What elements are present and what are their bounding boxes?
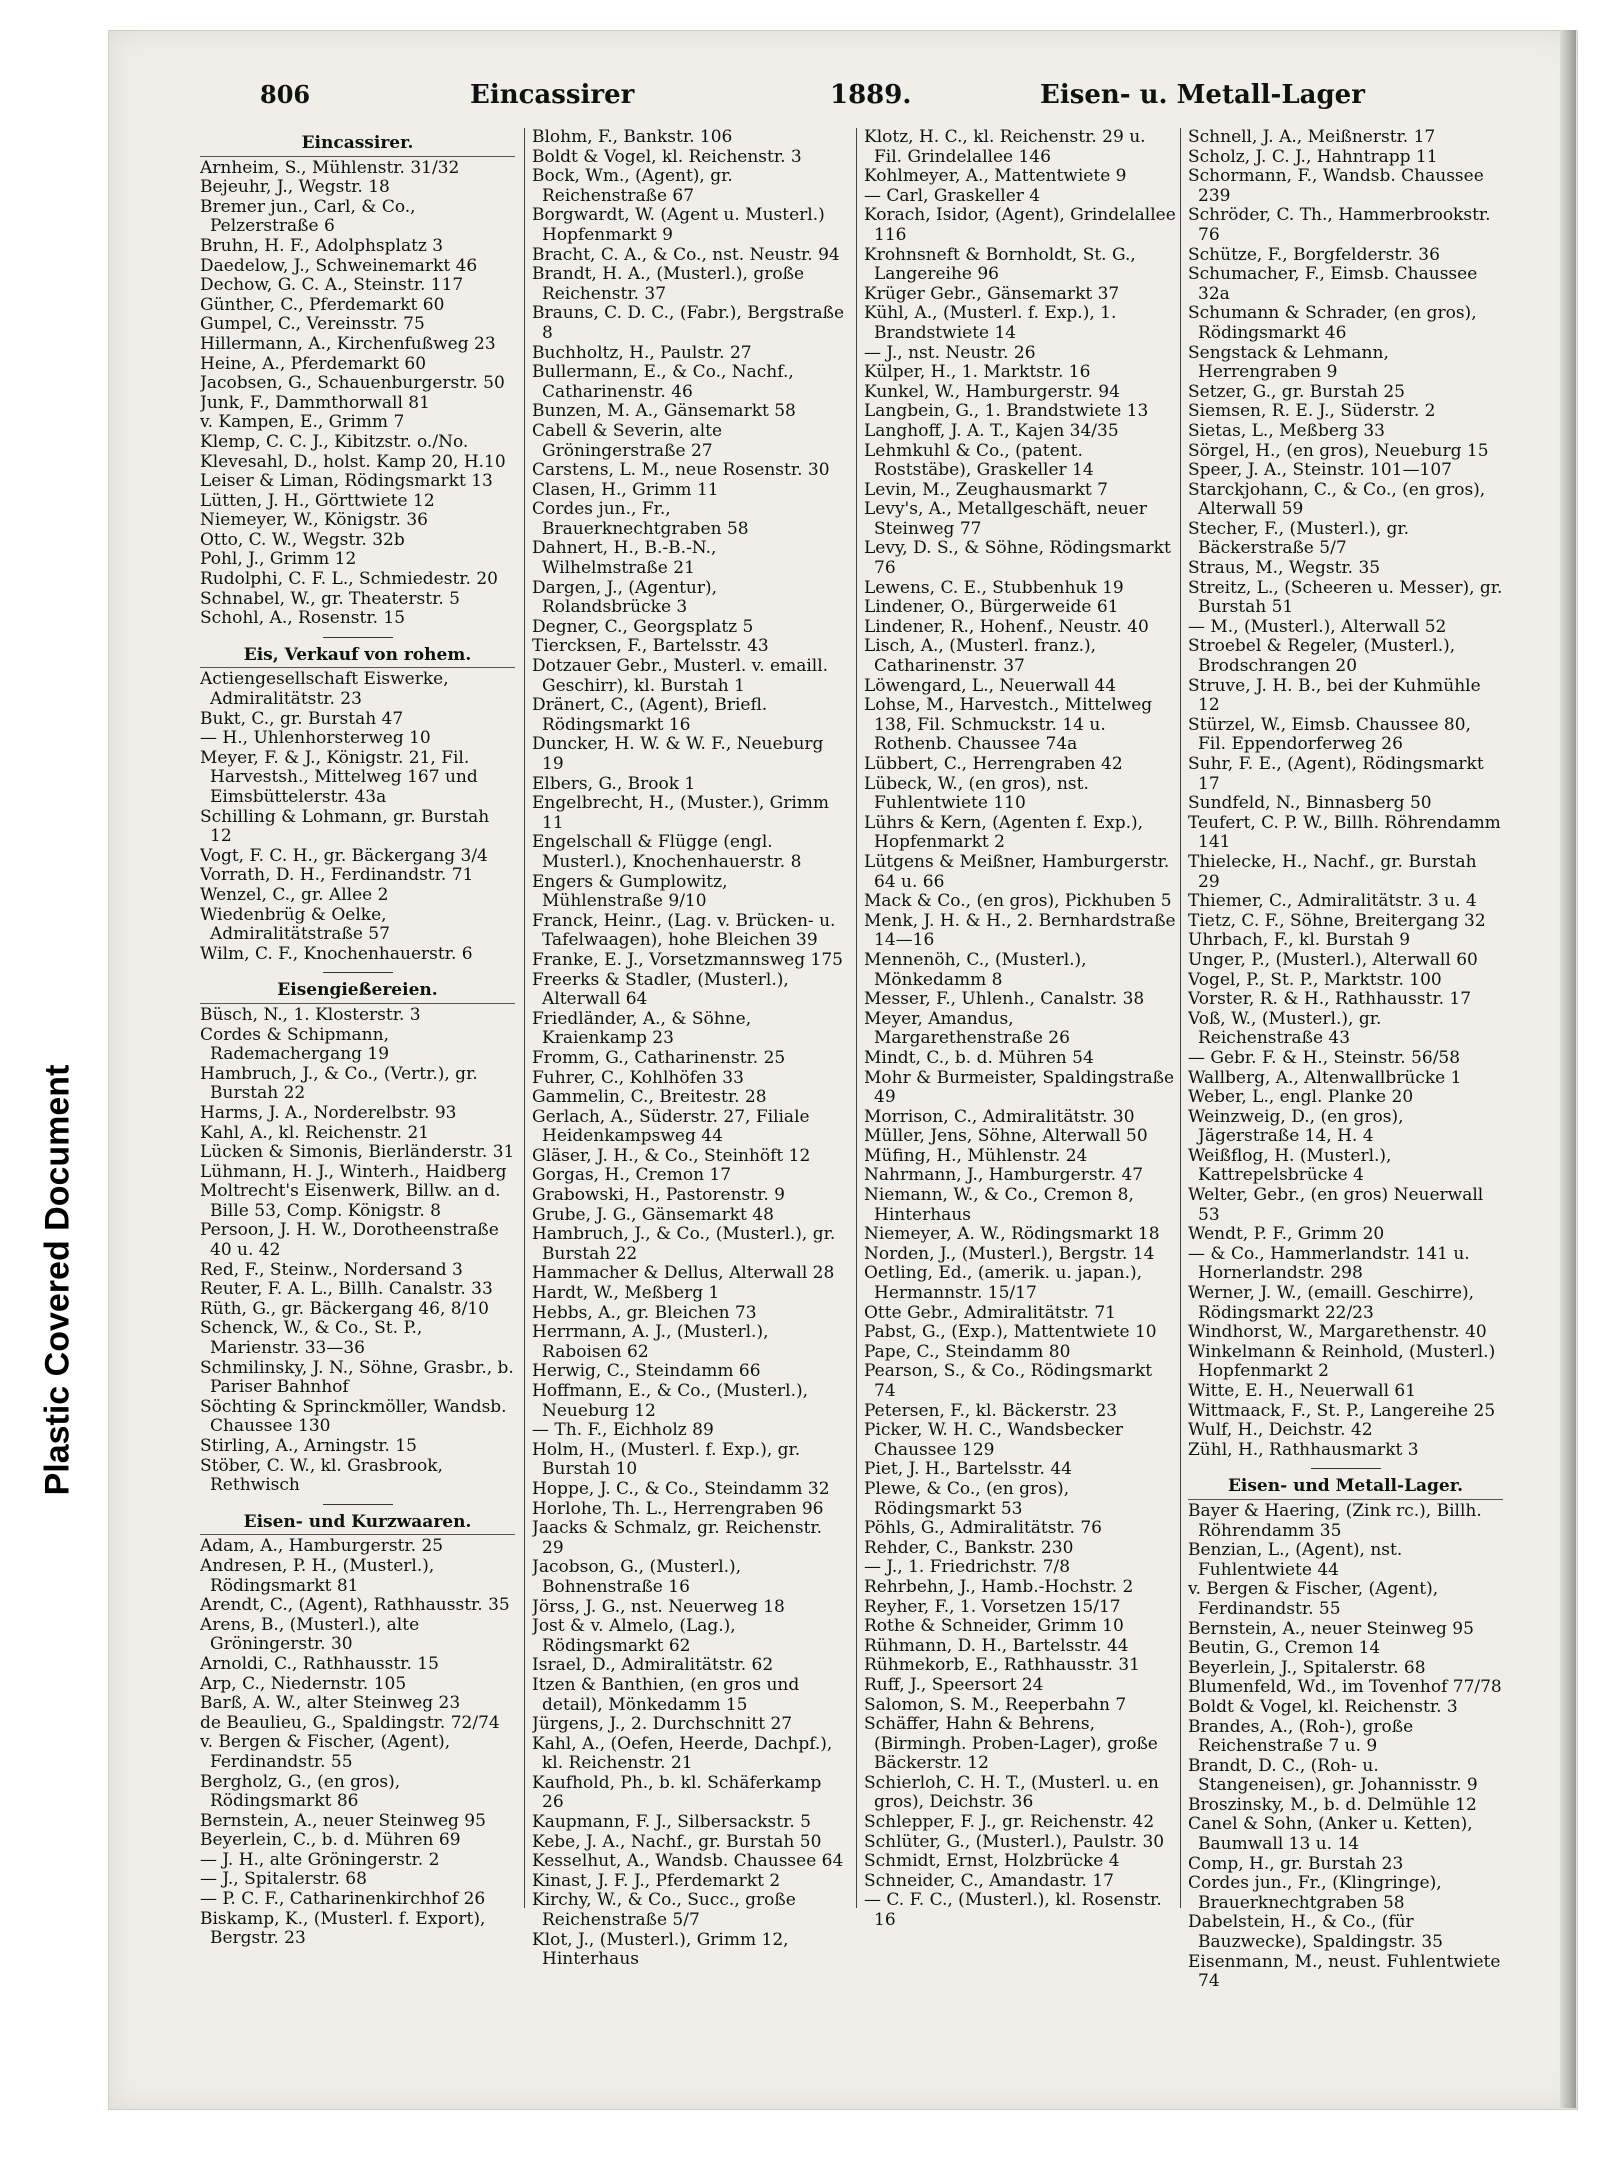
directory-entry: Bullermann, E., & Co., Nachf., Catharinenstr. 46 bbox=[532, 362, 794, 402]
directory-entry: Sietas, L., Meßberg 33 bbox=[1188, 420, 1385, 441]
directory-entry: Streitz, L., (Scheeren u. Messer), gr. Burstah 51 bbox=[1188, 577, 1503, 618]
directory-entry: Arp, C., Niedernstr. 105 bbox=[200, 1673, 407, 1694]
directory-entry: Wittmaack, F., St. P., Langereihe 25 bbox=[1188, 1400, 1496, 1421]
directory-entry: Söchting & Sprinckmöller, Wandsb. Chaussee 130 bbox=[200, 1396, 507, 1437]
directory-entry: Menk, J. H. & H., 2. Bernhardstraße 14—16 bbox=[864, 910, 1176, 951]
directory-column-3 bbox=[864, 128, 1179, 2028]
section-heading: Eisen- und Metall-Lager. bbox=[1188, 1477, 1503, 1500]
directory-entry: Sörgel, H., (en gros), Neueburg 15 bbox=[1188, 440, 1489, 461]
directory-entry: Hardt, W., Meßberg 1 bbox=[532, 1283, 720, 1304]
directory-entry: Welter, Gebr., (en gros) Neuerwall 53 bbox=[1188, 1185, 1484, 1225]
directory-entry: Mohr & Burmeister, Spaldingstraße 49 bbox=[864, 1067, 1175, 1108]
directory-entry: Leiser & Liman, Rödingsmarkt 13 bbox=[200, 471, 493, 492]
directory-entry: — H., Uhlenhorsterweg 10 bbox=[200, 728, 431, 749]
directory-entry: Windhorst, W., Margarethenstr. 40 bbox=[1188, 1322, 1487, 1343]
directory-entry: Piet, J. H., Bartelsstr. 44 bbox=[864, 1459, 1072, 1480]
directory-entry: Thielecke, H., Nachf., gr. Burstah 29 bbox=[1188, 851, 1477, 892]
directory-entry: Pabst, G., (Exp.), Mattentwiete 10 bbox=[864, 1322, 1157, 1343]
directory-entry: Buchholtz, H., Paulstr. 27 bbox=[532, 342, 752, 363]
directory-entry: Wenzel, C., gr. Allee 2 bbox=[200, 884, 389, 905]
directory-entry: Bernstein, A., neuer Steinweg 95 bbox=[200, 1810, 486, 1831]
directory-entry: Schütze, F., Borgfelderstr. 36 bbox=[1188, 244, 1440, 265]
directory-entry: Schumann & Schrader, (en gros), Rödingsmarkt 46 bbox=[1188, 303, 1477, 343]
directory-entry: Lindener, R., Hohenf., Neustr. 40 bbox=[864, 616, 1149, 637]
directory-entry: Canel & Sohn, (Anker u. Ketten), Baumwall 13 u. 14 bbox=[1188, 1814, 1473, 1855]
directory-entry: Lücken & Simonis, Bierländerstr. 31 bbox=[200, 1142, 515, 1163]
directory-entry: Elbers, G., Brook 1 bbox=[532, 773, 696, 794]
directory-entry: Pöhls, G., Admiralitätstr. 76 bbox=[864, 1518, 1102, 1539]
directory-entry: Weißflog, H. (Musterl.), Kattrepelsbrücke 4 bbox=[1188, 1145, 1392, 1186]
directory-entry: Norden, J., (Musterl.), Bergstr. 14 bbox=[864, 1243, 1155, 1264]
directory-entry: Schmidt, Ernst, Holzbrücke 4 bbox=[864, 1851, 1120, 1872]
directory-entry: Thiemer, C., Admiralitätstr. 3 u. 4 bbox=[1188, 891, 1477, 912]
directory-entry: Witte, E. H., Neuerwall 61 bbox=[1188, 1381, 1417, 1401]
directory-entry: Gumpel, C., Vereinsstr. 75 bbox=[200, 314, 425, 335]
directory-entry: Bayer & Haering, (Zink rc.), Billh. Röhrendamm 35 bbox=[1188, 1500, 1482, 1541]
directory-entry: Bracht, C. A., & Co., nst. Neustr. 94 bbox=[532, 244, 840, 265]
directory-entry: Otte Gebr., Admiralitätstr. 71 bbox=[864, 1302, 1116, 1323]
directory-entry: Bernstein, A., neuer Steinweg 95 bbox=[1188, 1618, 1474, 1639]
directory-entry: Pearson, S., & Co., Rödingsmarkt 74 bbox=[864, 1361, 1153, 1401]
directory-entry: Kaupmann, F. J., Silbersackstr. 5 bbox=[532, 1812, 811, 1833]
directory-entry: Mennenöh, C., (Musterl.), Mönkedamm 8 bbox=[864, 949, 1087, 990]
directory-entry: — J., Spitalerstr. 68 bbox=[200, 1869, 367, 1890]
directory-entry: Holm, H., (Musterl. f. Exp.), gr. Burstah 10 bbox=[532, 1439, 801, 1480]
directory-entry: Duncker, H. W. & W. F., Neueburg 19 bbox=[532, 734, 824, 774]
directory-entry: Krüger Gebr., Gänsemarkt 37 bbox=[864, 283, 1120, 304]
directory-entry: Mack & Co., (en gros), Pickhuben 5 bbox=[864, 891, 1172, 912]
page-header bbox=[150, 80, 1530, 124]
directory-entry: Korach, Isidor, (Agent), Grindelallee 116 bbox=[864, 205, 1176, 245]
directory-entry: Schlepper, F. J., gr. Reichenstr. 42 bbox=[864, 1812, 1155, 1833]
directory-entry: Stroebel & Regeler, (Musterl.), Brodschrangen 20 bbox=[1188, 636, 1456, 677]
directory-entry: Lewens, C. E., Stubbenhuk 19 bbox=[864, 577, 1124, 598]
header-left-title: Eincassirer bbox=[470, 80, 635, 110]
directory-entry: Speer, J. A., Steinstr. 101—107 bbox=[1188, 460, 1452, 481]
directory-entry: Junk, F., Dammthorwall 81 bbox=[200, 392, 430, 413]
directory-entry: Vorrath, D. H., Ferdinandstr. 71 bbox=[200, 865, 474, 886]
directory-entry: Adam, A., Hamburgerstr. 25 bbox=[200, 1536, 444, 1557]
directory-entry: Lübeck, W., (en gros), nst. Fuhlentwiete 110 bbox=[864, 773, 1089, 814]
directory-entry: Hambruch, J., & Co., (Vertr.), gr. Burstah 22 bbox=[200, 1063, 478, 1104]
directory-entry: Lohse, M., Harvestch., Mittelweg 138, Fil. Schmuckstr. 14 u. Rothenb. Chaussee 74a bbox=[864, 695, 1153, 755]
directory-entry: Klot, J., (Musterl.), Grimm 12, Hinterhaus bbox=[532, 1929, 789, 1970]
directory-entry: Günther, C., Pferdemarkt 60 bbox=[200, 294, 445, 315]
section-separator bbox=[1311, 1468, 1381, 1469]
directory-entry: Arens, B., (Musterl.), alte Gröningerstr. 30 bbox=[200, 1614, 420, 1655]
directory-entry: Picker, W. H. C., Wandsbecker Chaussee 129 bbox=[864, 1420, 1124, 1460]
section-heading: Eisengießereien. bbox=[200, 981, 515, 1004]
directory-entry: Persoon, J. H. W., Dorotheenstraße 40 u. 42 bbox=[200, 1220, 499, 1261]
directory-entry: Zühl, H., Rathhausmarkt 3 bbox=[1188, 1439, 1419, 1460]
directory-entry: Bock, Wm., (Agent), gr. Reichenstraße 67 bbox=[532, 166, 733, 206]
directory-entry: Bruhn, H. F., Adolphsplatz 3 bbox=[200, 235, 444, 256]
directory-entry: Brauns, C. D. C., (Fabr.), Bergstraße 8 bbox=[532, 303, 845, 343]
directory-entry: v. Bergen & Fischer, (Agent), Ferdinandstr. 55 bbox=[1188, 1579, 1439, 1619]
directory-entry: Vogel, P., St. P., Marktstr. 100 bbox=[1188, 969, 1442, 990]
side-label-text: Plastic Covered Document bbox=[38, 1064, 77, 1496]
header-year: 1889. bbox=[830, 80, 912, 110]
directory-entry: Gläser, J. H., & Co., Steinhöft 12 bbox=[532, 1145, 811, 1166]
directory-entry: Hoffmann, E., & Co., (Musterl.), Neueburg 12 bbox=[532, 1381, 809, 1421]
directory-entry: Grabowski, H., Pastorenstr. 9 bbox=[532, 1185, 785, 1206]
directory-entry: Comp, H., gr. Burstah 23 bbox=[1188, 1853, 1404, 1874]
directory-entry: Löwengard, L., Neuerwall 44 bbox=[864, 675, 1117, 696]
directory-entry: Schneider, C., Amandastr. 17 bbox=[864, 1870, 1114, 1891]
directory-entry: — C. F. C., (Musterl.), kl. Rosenstr. 16 bbox=[864, 1890, 1162, 1931]
directory-entry: — J., nst. Neustr. 26 bbox=[864, 342, 1036, 363]
directory-entry: Stürzel, W., Eimsb. Chaussee 80, Fil. Eppendorferweg 26 bbox=[1188, 714, 1471, 755]
directory-entry: Suhr, F. E., (Agent), Rödingsmarkt 17 bbox=[1188, 754, 1484, 794]
directory-entry: Ruff, J., Speersort 24 bbox=[864, 1674, 1044, 1695]
directory-entry: Bergholz, G., (en gros), Rödingsmarkt 86 bbox=[200, 1771, 401, 1812]
directory-entry: Lührs & Kern, (Agenten f. Exp.), Hopfenmarkt 2 bbox=[864, 812, 1144, 853]
directory-entry: Lütgens & Meißner, Hamburgerstr. 64 u. 66 bbox=[864, 851, 1170, 892]
directory-entry: Hambruch, J., & Co., (Musterl.), gr. Burstah 22 bbox=[532, 1224, 836, 1264]
directory-entry: Arendt, C., (Agent), Rathhausstr. 35 bbox=[200, 1595, 510, 1616]
directory-entry: Beutin, G., Cremon 14 bbox=[1188, 1638, 1381, 1659]
directory-entry: Arnoldi, C., Rathhausstr. 15 bbox=[200, 1653, 439, 1674]
directory-entry: Herwig, C., Steindamm 66 bbox=[532, 1361, 761, 1382]
directory-entry: Unger, P., (Musterl.), Alterwall 60 bbox=[1188, 949, 1478, 970]
directory-entry: Fuhrer, C., Kohlhöfen 33 bbox=[532, 1067, 744, 1088]
directory-entry: Kirchy, W., & Co., Succ., große Reichenstraße 5/7 bbox=[532, 1890, 796, 1931]
directory-entry: Freerks & Stadler, (Musterl.), Alterwall 64 bbox=[532, 969, 789, 1010]
directory-entry: Franck, Heinr., (Lag. v. Brücken- u. Tafelwaagen), hohe Bleichen 39 bbox=[532, 910, 836, 951]
directory-entry: Arnheim, S., Mühlenstr. 31/32 bbox=[200, 157, 460, 178]
directory-entry: Stirling, A., Arningstr. 15 bbox=[200, 1436, 417, 1456]
directory-entry: Schröder, C. Th., Hammerbrookstr. 76 bbox=[1188, 205, 1491, 245]
directory-entry: Schlüter, G., (Musterl.), Paulstr. 30 bbox=[864, 1831, 1165, 1852]
directory-entry: Bejeuhr, J., Wegstr. 18 bbox=[200, 177, 390, 198]
directory-entry: Hillermann, A., Kirchenfußweg 23 bbox=[200, 333, 496, 354]
directory-entry: Mindt, C., b. d. Mühren 54 bbox=[864, 1047, 1094, 1068]
directory-entry: Gammelin, C., Breitestr. 28 bbox=[532, 1087, 767, 1108]
directory-entry: Vogt, F. C. H., gr. Bäckergang 3/4 bbox=[200, 845, 488, 866]
directory-entry: Rudolphi, C. F. L., Schmiedestr. 20 bbox=[200, 569, 498, 590]
page-edge-shadow bbox=[1560, 30, 1576, 2108]
directory-entry: Niemann, W., & Co., Cremon 8, Hinterhaus bbox=[864, 1185, 1134, 1225]
directory-entry: Gorgas, H., Cremon 17 bbox=[532, 1165, 732, 1186]
directory-entry: Schäffer, Hahn & Behrens, (Birmingh. Proben-Lager), große Bäckerstr. 12 bbox=[864, 1714, 1158, 1774]
directory-entry: Weinzweig, D., (en gros), Jägerstraße 14, H. 4 bbox=[1188, 1106, 1404, 1147]
directory-entry: — P. C. F., Catharinenkirchhof 26 bbox=[200, 1889, 486, 1910]
directory-entry: Teufert, C. P. W., Billh. Röhrendamm 141 bbox=[1188, 812, 1501, 853]
directory-entry: Herrmann, A. J., (Musterl.), Raboisen 62 bbox=[532, 1322, 769, 1362]
directory-entry: Clasen, H., Grimm 11 bbox=[532, 479, 719, 500]
directory-entry: Horlohe, Th. L., Herrengraben 96 bbox=[532, 1498, 824, 1519]
directory-entry: Krohnsneft & Bornholdt, St. G., Langereihe 96 bbox=[864, 244, 1136, 285]
directory-entry: Tietz, C. F., Söhne, Breitergang 32 bbox=[1188, 910, 1486, 931]
directory-entry: Lindener, O., Bürgerweide 61 bbox=[864, 597, 1119, 618]
directory-entry: Gerlach, A., Süderstr. 27, Filiale Heidenkampsweg 44 bbox=[532, 1106, 810, 1147]
directory-entry: Langbein, G., 1. Brandstwiete 13 bbox=[864, 401, 1149, 422]
directory-entry: Biskamp, K., (Musterl. f. Export), Bergstr. 23 bbox=[200, 1908, 486, 1949]
directory-entry: Barß, A. W., alter Steinweg 23 bbox=[200, 1693, 461, 1714]
directory-entry: Weber, L., engl. Planke 20 bbox=[1188, 1087, 1414, 1108]
directory-entry: Jörss, J. G., nst. Neuerweg 18 bbox=[532, 1596, 785, 1617]
directory-entry: Bukt, C., gr. Burstah 47 bbox=[200, 708, 404, 729]
directory-entry: Lütten, J. H., Görttwiete 12 bbox=[200, 490, 435, 511]
directory-entry: Starckjohann, C., & Co., (en gros), Alterwall 59 bbox=[1188, 479, 1486, 520]
directory-entry: Scholz, J. C. J., Hahntrapp 11 bbox=[1188, 146, 1438, 167]
directory-entry: Benzian, L., (Agent), nst. Fuhlentwiete 44 bbox=[1188, 1540, 1403, 1580]
directory-entry: Blohm, F., Bankstr. 106 bbox=[532, 128, 733, 147]
directory-entry: Sundfeld, N., Binnasberg 50 bbox=[1188, 793, 1432, 814]
directory-entry: Schierloh, C. H. T., (Musterl. u. en gros), Deichstr. 36 bbox=[864, 1772, 1159, 1813]
directory-entry: Külper, H., 1. Marktstr. 16 bbox=[864, 362, 1091, 383]
directory-entry: Hammacher & Dellus, Alterwall 28 bbox=[532, 1263, 835, 1284]
directory-entry: Struve, J. H. B., bei der Kuhmühle 12 bbox=[1188, 675, 1481, 716]
directory-entry: — J. H., alte Gröningerstr. 2 bbox=[200, 1849, 440, 1870]
directory-entry: — Gebr. F. & H., Steinstr. 56/58 bbox=[1188, 1047, 1461, 1068]
directory-entry: Schumacher, F., Eimsb. Chaussee 32a bbox=[1188, 264, 1478, 304]
directory-entry: Dotzauer Gebr., Musterl. v. emaill. Geschirr), kl. Burstah 1 bbox=[532, 656, 829, 696]
directory-entry: Kahl, A., (Oefen, Heerde, Dachpf.), kl. Reichenstr. 21 bbox=[532, 1733, 833, 1774]
directory-entry: Otto, C. W., Wegstr. 32b bbox=[200, 529, 405, 550]
directory-entry: Dargen, J., (Agentur), Rolandsbrücke 3 bbox=[532, 577, 718, 618]
directory-entry: Bremer jun., Carl, & Co., Pelzerstraße 6 bbox=[200, 196, 416, 237]
section-heading: Eis, Verkauf von rohem. bbox=[200, 646, 515, 669]
directory-entry: Degner, C., Georgsplatz 5 bbox=[532, 616, 754, 637]
directory-entry: — Carl, Graskeller 4 bbox=[864, 185, 1041, 206]
directory-entry: Pohl, J., Grimm 12 bbox=[200, 549, 357, 570]
directory-entry: Rüth, G., gr. Bäckergang 46, 8/10 bbox=[200, 1298, 489, 1319]
directory-entry: Grube, J. G., Gänsemarkt 48 bbox=[532, 1204, 774, 1225]
directory-entry: Levy, D. S., & Söhne, Rödingsmarkt 76 bbox=[864, 538, 1171, 579]
directory-entry: Schilling & Lohmann, gr. Burstah 12 bbox=[200, 806, 490, 847]
directory-entry: — J., 1. Friedrichstr. 7/8 bbox=[864, 1557, 1071, 1578]
directory-column-1 bbox=[200, 128, 515, 2028]
directory-entry: Daedelow, J., Schweinemarkt 46 bbox=[200, 255, 478, 276]
directory-entry: Straus, M., Wegstr. 35 bbox=[1188, 558, 1381, 579]
directory-entry: v. Bergen & Fischer, (Agent), Ferdinandstr. 55 bbox=[200, 1732, 451, 1772]
section-separator bbox=[323, 972, 393, 973]
directory-entry: Niemeyer, A. W., Rödingsmarkt 18 bbox=[864, 1224, 1160, 1245]
directory-entry: Heine, A., Pferdemarkt 60 bbox=[200, 353, 427, 374]
directory-entry: Büsch, N., 1. Klosterstr. 3 bbox=[200, 1004, 421, 1025]
directory-entry: Wallberg, A., Altenwallbrücke 1 bbox=[1188, 1067, 1462, 1088]
directory-entry: Plewe, & Co., (en gros), Rödingsmarkt 53 bbox=[864, 1478, 1070, 1519]
directory-entry: Fromm, G., Catharinenstr. 25 bbox=[532, 1047, 786, 1068]
directory-entry: Schnabel, W., gr. Theaterstr. 5 bbox=[200, 588, 460, 609]
directory-entry: Engelschall & Flügge (engl. Musterl.), Knochenhauerstr. 8 bbox=[532, 832, 802, 872]
directory-entry: Levin, M., Zeughausmarkt 7 bbox=[864, 479, 1108, 500]
directory-entry: Salomon, S. M., Reeperbahn 7 bbox=[864, 1694, 1127, 1715]
directory-entry: Meyer, Amandus, Margarethenstraße 26 bbox=[864, 1008, 1070, 1049]
directory-entry: Boldt & Vogel, kl. Reichenstr. 3 bbox=[1188, 1696, 1458, 1717]
directory-entry: Reyher, F., 1. Vorsetzen 15/17 bbox=[864, 1596, 1121, 1617]
directory-entry: Oetling, Ed., (amerik. u. japan.), Hermannstr. 15/17 bbox=[864, 1263, 1143, 1304]
directory-entry: Hoppe, J. C., & Co., Steindamm 32 bbox=[532, 1478, 830, 1499]
directory-column-2 bbox=[532, 128, 847, 2028]
directory-entry: Tiercksen, F., Bartelsstr. 43 bbox=[532, 636, 769, 657]
directory-entry: Jacobsen, G., Schauenburgerstr. 50 bbox=[200, 373, 505, 394]
directory-entry: Andresen, P. H., (Musterl.), Rödingsmarkt 81 bbox=[200, 1555, 435, 1596]
section-separator bbox=[323, 1504, 393, 1505]
directory-entry: Klotz, H. C., kl. Reichenstr. 29 u. Fil. Grindelallee 146 bbox=[864, 128, 1146, 167]
directory-entry: Harms, J. A., Norderelbstr. 93 bbox=[200, 1102, 457, 1123]
directory-entry: Pape, C., Steindamm 80 bbox=[864, 1341, 1071, 1362]
page-number: 806 bbox=[260, 80, 311, 109]
side-label bbox=[28, 1020, 88, 1540]
header-right-title: Eisen- u. Metall-Lager bbox=[1040, 80, 1365, 110]
section-separator bbox=[323, 637, 393, 638]
directory-entry: v. Kampen, E., Grimm 7 bbox=[200, 412, 405, 433]
directory-entry: Wilm, C. F., Knochenhauerstr. 6 bbox=[200, 943, 473, 964]
directory-entry: Engers & Gumplowitz, Mühlenstraße 9/10 bbox=[532, 871, 728, 912]
directory-entry: Cordes jun., Fr., Brauerknechtgraben 58 bbox=[532, 499, 749, 539]
directory-entry: Lübbert, C., Herrengraben 42 bbox=[864, 754, 1123, 774]
directory-entry: Morrison, C., Admiralitätstr. 30 bbox=[864, 1106, 1135, 1127]
directory-entry: Itzen & Banthien, (en gros und detail), Mönkedamm 15 bbox=[532, 1674, 800, 1715]
directory-entry: Voß, W., (Musterl.), gr. Reichenstraße 43 bbox=[1188, 1008, 1382, 1049]
directory-entry: Schormann, F., Wandsb. Chaussee 239 bbox=[1188, 166, 1484, 206]
directory-entry: Jost & v. Almelo, (Lag.), Rödingsmarkt 62 bbox=[532, 1616, 736, 1656]
section-heading: Eincassirer. bbox=[200, 134, 515, 157]
directory-entry: Moltrecht's Eisenwerk, Billw. an d. Bille 53, Comp. Königstr. 8 bbox=[200, 1181, 501, 1221]
directory-entry: Kahl, A., kl. Reichenstr. 21 bbox=[200, 1122, 430, 1143]
directory-entry: Jacobson, G., (Musterl.), Bohnenstraße 16 bbox=[532, 1557, 742, 1597]
directory-entry: Jaacks & Schmalz, gr. Reichenstr. 29 bbox=[532, 1518, 823, 1558]
directory-entry: Stecher, F., (Musterl.), gr. Bäckerstraße 5/7 bbox=[1188, 518, 1410, 559]
directory-entry: Franke, E. J., Vorsetzmannsweg 175 bbox=[532, 949, 843, 970]
directory-entry: Klemp, C. C. J., Kibitzstr. o./No. bbox=[200, 431, 469, 452]
directory-entry: Rühmann, D. H., Bartelsstr. 44 bbox=[864, 1635, 1129, 1656]
directory-entry: Bunzen, M. A., Gänsemarkt 58 bbox=[532, 401, 796, 422]
directory-column-4 bbox=[1188, 128, 1503, 2028]
directory-entry: Jürgens, J., 2. Durchschnitt 27 bbox=[532, 1714, 793, 1735]
directory-entry: Dränert, C., (Agent), Briefl. Rödingsmarkt 16 bbox=[532, 695, 768, 735]
directory-entry: Brandt, H. A., (Musterl.), große Reichenstr. 37 bbox=[532, 264, 805, 304]
directory-entry: Rothe & Schneider, Grimm 10 bbox=[864, 1616, 1124, 1637]
directory-entry: Lehmkuhl & Co., (patent. Roststäbe), Graskeller 14 bbox=[864, 440, 1094, 481]
directory-entry: Nahrmann, J., Hamburgerstr. 47 bbox=[864, 1165, 1144, 1186]
directory-entry: Borgwardt, W. (Agent u. Musterl.) Hopfenmarkt 9 bbox=[532, 205, 825, 245]
directory-entry: Kinast, J. F. J., Pferdemarkt 2 bbox=[532, 1870, 781, 1891]
directory-entry: Lühmann, H. J., Winterh., Haidberg bbox=[200, 1161, 507, 1182]
directory-entry: Stöber, C. W., kl. Grasbrook, Rethwisch bbox=[200, 1455, 443, 1496]
directory-entry: Rehrbehn, J., Hamb.-Hochstr. 2 bbox=[864, 1576, 1134, 1597]
directory-entry: Winkelmann & Reinhold, (Musterl.) Hopfenmarkt 2 bbox=[1188, 1341, 1496, 1382]
directory-entry: Müller, Jens, Söhne, Alterwall 50 bbox=[864, 1126, 1148, 1147]
directory-entry: Broszinsky, M., b. d. Delmühle 12 bbox=[1188, 1794, 1477, 1815]
directory-entry: Wiedenbrüg & Oelke, Admiralitätstraße 57 bbox=[200, 904, 390, 945]
directory-entry: Siemsen, R. E. J., Süderstr. 2 bbox=[1188, 401, 1436, 422]
directory-entry: Schohl, A., Rosenstr. 15 bbox=[200, 608, 406, 629]
directory-entry: Red, F., Steinw., Nordersand 3 bbox=[200, 1259, 463, 1280]
directory-entry: Messer, F., Uhlenh., Canalstr. 38 bbox=[864, 989, 1145, 1010]
directory-entry: Beyerlein, C., b. d. Mühren 69 bbox=[200, 1830, 461, 1851]
directory-entry: de Beaulieu, G., Spaldingstr. 72/74 bbox=[200, 1712, 500, 1733]
directory-entry: Niemeyer, W., Königstr. 36 bbox=[200, 510, 428, 531]
directory-entry: Schmilinsky, J. N., Söhne, Grasbr., b. Pariser Bahnhof bbox=[200, 1357, 514, 1398]
directory-entry: Kaufhold, Ph., b. kl. Schäferkamp 26 bbox=[532, 1772, 822, 1813]
directory-entry: — Th. F., Eichholz 89 bbox=[532, 1420, 714, 1441]
directory-entry: Klevesahl, D., holst. Kamp 20, H.10 bbox=[200, 451, 506, 472]
directory-entry: Meyer, F. & J., Königstr. 21, Fil. Harvestsh., Mittelweg 167 und Eimsbüttelerstr. 43a bbox=[200, 747, 478, 807]
directory-entry: Wendt, P. F., Grimm 20 bbox=[1188, 1224, 1385, 1245]
directory-entry: Israel, D., Admiralitätstr. 62 bbox=[532, 1655, 774, 1676]
directory-entry: Dahnert, H., B.-B.-N., Wilhelmstraße 21 bbox=[532, 538, 717, 579]
directory-entry: Brandes, A., (Roh-), große Reichenstraße 7 u. 9 bbox=[1188, 1716, 1414, 1757]
directory-entry: Kühl, A., (Musterl. f. Exp.), 1. Brandstwiete 14 bbox=[864, 303, 1117, 343]
directory-entry: — M., (Musterl.), Alterwall 52 bbox=[1188, 616, 1447, 637]
directory-entry: Kesselhut, A., Wandsb. Chaussee 64 bbox=[532, 1851, 844, 1872]
directory-entry: Müfing, H., Mühlenstr. 24 bbox=[864, 1145, 1088, 1166]
directory-entry: Sengstack & Lehmann, Herrengraben 9 bbox=[1188, 342, 1389, 383]
directory-entry: Langhoff, J. A. T., Kajen 34/35 bbox=[864, 420, 1119, 441]
directory-entry: Setzer, G., gr. Burstah 25 bbox=[1188, 381, 1405, 402]
directory-entry: Vorster, R. & H., Rathhausstr. 17 bbox=[1188, 989, 1472, 1010]
directory-entry: — & Co., Hammerlandstr. 141 u. Hornerlandstr. 298 bbox=[1188, 1243, 1470, 1284]
directory-entry: Actiengesellschaft Eiswerke, Admiralitätstr. 23 bbox=[200, 669, 449, 710]
directory-entry: Beyerlein, J., Spitalerstr. 68 bbox=[1188, 1657, 1426, 1678]
directory-entry: Wulf, H., Deichstr. 42 bbox=[1188, 1420, 1373, 1441]
directory-entry: Schenck, W., & Co., St. P., Marienstr. 33—36 bbox=[200, 1318, 423, 1359]
directory-entry: Kebe, J. A., Nachf., gr. Burstah 50 bbox=[532, 1831, 822, 1852]
directory-entry: Schnell, J. A., Meißnerstr. 17 bbox=[1188, 128, 1436, 147]
directory-entry: Carstens, L. M., neue Rosenstr. 30 bbox=[532, 460, 830, 481]
directory-entry: Cabell & Severin, alte Gröningerstraße 27 bbox=[532, 420, 723, 461]
directory-entry: Engelbrecht, H., (Muster.), Grimm 11 bbox=[532, 793, 830, 833]
directory-entry: Kohlmeyer, A., Mattentwiete 9 bbox=[864, 166, 1127, 187]
directory-columns bbox=[200, 128, 1503, 2028]
directory-entry: Hebbs, A., gr. Bleichen 73 bbox=[532, 1302, 757, 1323]
directory-entry: Boldt & Vogel, kl. Reichenstr. 3 bbox=[532, 146, 802, 167]
directory-entry: Cordes & Schipmann, Rademachergang 19 bbox=[200, 1024, 390, 1065]
directory-entry: Lisch, A., (Musterl. franz.), Catharinenstr. 37 bbox=[864, 636, 1097, 677]
directory-entry: Rühmekorb, E., Rathhausstr. 31 bbox=[864, 1655, 1140, 1676]
directory-entry: Eisenmann, M., neust. Fuhlentwiete 74 bbox=[1188, 1951, 1501, 1992]
directory-entry: Cordes jun., Fr., (Klingringe), Brauerknechtgraben 58 bbox=[1188, 1873, 1442, 1913]
directory-entry: Blumenfeld, Wd., im Tovenhof 77/78 bbox=[1188, 1677, 1502, 1698]
directory-entry: Uhrbach, F., kl. Burstah 9 bbox=[1188, 930, 1411, 951]
directory-entry: Dabelstein, H., & Co., (für Bauzwecke), Spaldingstr. 35 bbox=[1188, 1912, 1443, 1953]
directory-entry: Friedländer, A., & Söhne, Kraienkamp 23 bbox=[532, 1008, 752, 1049]
directory-entry: Levy's, A., Metallgeschäft, neuer Steinweg 77 bbox=[864, 499, 1147, 539]
directory-entry: Reuter, F. A. L., Billh. Canalstr. 33 bbox=[200, 1279, 493, 1300]
directory-entry: Rehder, C., Bankstr. 230 bbox=[864, 1537, 1074, 1558]
directory-entry: Kunkel, W., Hamburgerstr. 94 bbox=[864, 381, 1120, 402]
directory-entry: Petersen, F., kl. Bäckerstr. 23 bbox=[864, 1400, 1118, 1421]
directory-entry: Werner, J. W., (emaill. Geschirre), Rödingsmarkt 22/23 bbox=[1188, 1283, 1475, 1323]
directory-entry: Dechow, G. C. A., Steinstr. 117 bbox=[200, 275, 464, 296]
directory-entry: Brandt, D. C., (Roh- u. Stangeneisen), gr. Johannisstr. 9 bbox=[1188, 1755, 1478, 1796]
section-heading: Eisen- und Kurzwaaren. bbox=[200, 1513, 515, 1536]
